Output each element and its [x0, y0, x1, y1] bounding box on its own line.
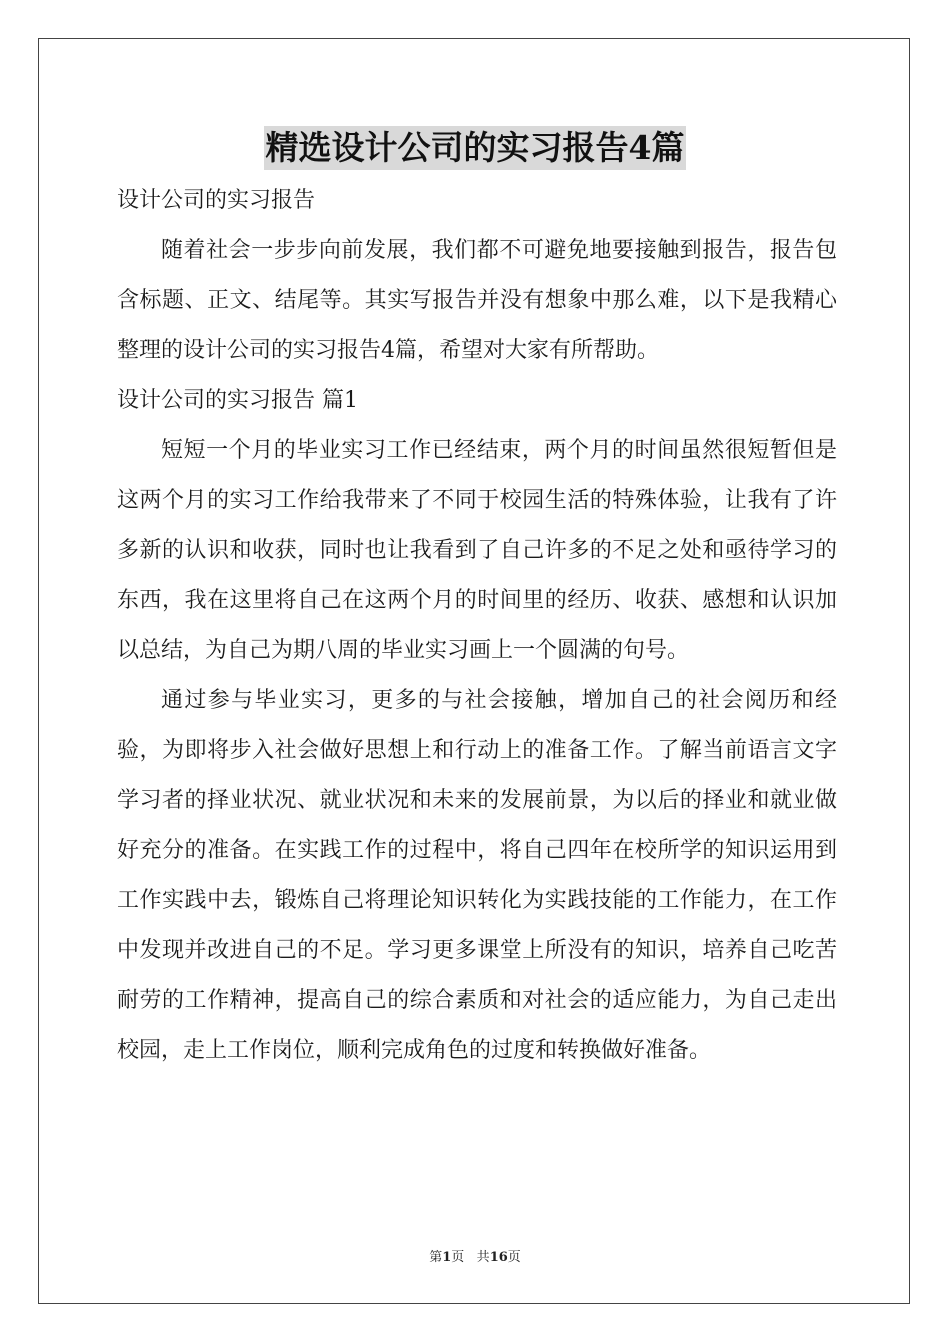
footer-total-pages: 16	[489, 1250, 508, 1265]
footer-total-suffix: 页	[507, 1250, 521, 1265]
paragraph-intro: 随着社会一步步向前发展，我们都不可避免地要接触到报告，报告包含标题、正文、结尾等。其实写报告并没有想象中那么难，以下是我精心整理的设计公司的实习报告4篇，希望对大家有所帮助。	[117, 238, 837, 363]
paragraph-1: 短短一个月的毕业实习工作已经结束，两个月的时间虽然很短暂但是这两个月的实习工作给我带来了不同于校园生活的特殊体验，让我有了许多新的认识和收获，同时也让我看到了自己许多的不足之处和亟待学习的东西，我在这里将自己在这两个月的时间里的经历、收获、感想和认识加以总结，为自己为期八周的毕业实习画上一个圆满的句号。	[117, 438, 837, 663]
footer-page-number: 1	[442, 1250, 452, 1265]
paragraph-2: 通过参与毕业实习，更多的与社会接触，增加自己的社会阅历和经验，为即将步入社会做好思想上和行动上的准备工作。了解当前语言文字学习者的择业状况、就业状况和未来的发展前景，为以后的择业和就业做好充分的准备。在实践工作的过程中，将自己四年在校所学的知识运用到工作实践中去，锻炼自己将理论知识转化为实践技能的工作能力，在工作中发现并改进自己的不足。学习更多课堂上所没有的知识，培养自己吃苦耐劳的工作精神，提高自己的综合素质和对社会的适应能力，为自己走出校园，走上工作岗位，顺利完成角色的过度和转换做好准备。	[117, 688, 837, 1063]
section-heading: 设计公司的实习报告	[117, 188, 316, 213]
section-heading-part1: 设计公司的实习报告 篇1	[117, 388, 358, 413]
footer-page-prefix: 第	[429, 1250, 443, 1265]
document-title: 精选设计公司的实习报告4篇	[264, 126, 687, 170]
footer-total-prefix: 共	[476, 1250, 490, 1265]
title-wrap	[0, 126, 950, 170]
document-body	[117, 176, 837, 1076]
footer-page-suffix: 页	[451, 1250, 465, 1265]
page-footer	[0, 1246, 950, 1265]
